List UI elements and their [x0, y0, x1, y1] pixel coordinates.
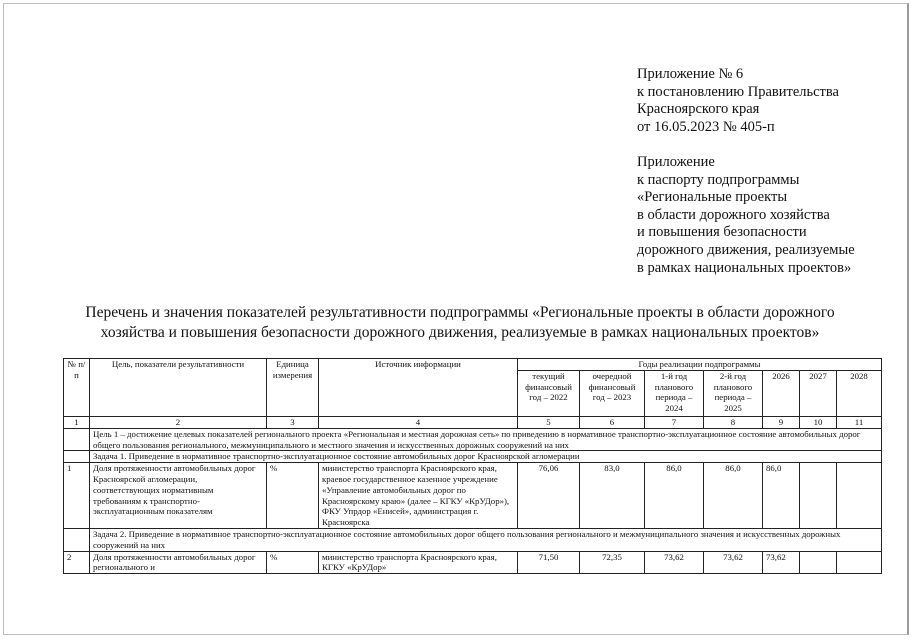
indicators-table [63, 358, 882, 574]
appendix-line: и повышения безопасности [637, 224, 807, 241]
value-2025: 73,62 [704, 551, 763, 574]
value-2028 [837, 551, 882, 574]
column-number: 1 [64, 416, 90, 428]
column-number: 6 [580, 416, 645, 428]
value-2023: 83,0 [580, 463, 645, 529]
indicator-unit: % [267, 463, 319, 529]
header-next-year: очередной финансовый год – 2023 [580, 370, 645, 416]
appendix-line: к постановлению Правительства [637, 83, 839, 100]
column-number: 10 [800, 416, 837, 428]
task-2-row: Задача 2. Приведение в нормативное транспортно-эксплуатационное состояние автомобильных дорог общего пользования регионального и межмуниципального значения и искусственных дорожных сооружений на них [90, 528, 882, 551]
title-line: Перечень и значения показателей результативности подпрограммы «Региональные проекты в области дорожного [85, 304, 835, 321]
value-2026: 86,0 [763, 463, 800, 529]
appendix-line: от 16.05.2023 № 405-п [637, 118, 775, 135]
row-num: 2 [64, 551, 90, 574]
value-2027 [800, 551, 837, 574]
appendix-line: в области дорожного хозяйства [637, 206, 830, 223]
appendix-line: в рамках национальных проектов» [637, 259, 852, 276]
header-2026: 2026 [763, 370, 800, 416]
column-number: 3 [267, 416, 319, 428]
appendix-line: дорожного движения, реализуемые [637, 241, 855, 258]
indicator-source: министерство транспорта Красноярского края, краевое государственное казенное учреждение «Управление автомобильных дорог по Красноярскому краю» (далее – КГКУ «КрУДор»), ФКУ Упрдор «Енисей», администрация г. Красноярска [319, 463, 518, 529]
indicator-unit: % [267, 551, 319, 574]
header-current-year: текущий финансовый год – 2022 [518, 370, 580, 416]
appendix-line: Приложение № 6 [637, 66, 744, 82]
empty-cell [64, 451, 90, 463]
document-title [60, 303, 860, 343]
value-2025: 86,0 [704, 463, 763, 529]
value-2022: 76,06 [518, 463, 580, 529]
indicator-source: министерство транспорта Красноярского края, КГКУ «КрУДор» [319, 551, 518, 574]
appendix-line: Приложение [637, 153, 715, 170]
header-plan-year-2: 2-й год планового периода – 2025 [704, 370, 763, 416]
column-number: 5 [518, 416, 580, 428]
title-line: хозяйства и повышения безопасности дорожного движения, реализуемые в рамках национальных проектов» [100, 324, 820, 341]
value-2022: 71,50 [518, 551, 580, 574]
goal-1-row: Цель 1 – достижение целевых показателей регионального проекта «Региональная и местная дорожная сеть» по приведению в нормативное транспортно-эксплуатационное состояние автомобильных дорог общего пользования регионального, межмуниципального и местного значения и искусственных дорожных сооружений на них [90, 428, 882, 451]
header-2028: 2028 [837, 370, 882, 416]
column-number: 11 [837, 416, 882, 428]
row-num: 1 [64, 463, 90, 529]
appendix-block [637, 66, 855, 277]
value-2027 [800, 463, 837, 529]
header-unit: Единица измерения [267, 359, 319, 417]
column-number: 7 [645, 416, 704, 428]
header-num: № п/п [64, 359, 90, 417]
column-number: 9 [763, 416, 800, 428]
appendix-line: «Региональные проекты [637, 189, 788, 206]
column-number: 8 [704, 416, 763, 428]
spacer [637, 136, 855, 154]
value-2028 [837, 463, 882, 529]
indicator-name: Доля протяженности автомобильных дорог Красноярской агломерации, соответствующих нормативным требованиям к транспортно-эксплуатационным показателям [90, 463, 267, 529]
empty-cell [64, 528, 90, 551]
task-1-row: Задача 1. Приведение в нормативное транспортно-эксплуатационное состояние автомобильных дорог Красноярской агломерации [90, 451, 882, 463]
appendix-line: к паспорту подпрограммы [637, 171, 800, 188]
empty-cell [64, 428, 90, 451]
indicator-name: Доля протяженности автомобильных дорог регионального и [90, 551, 267, 574]
value-2024: 73,62 [645, 551, 704, 574]
column-number: 2 [90, 416, 267, 428]
header-plan-year-1: 1-й год планового периода – 2024 [645, 370, 704, 416]
header-years-group: Годы реализации подпрограммы [518, 359, 882, 371]
column-number: 4 [319, 416, 518, 428]
appendix-line: Красноярского края [637, 101, 760, 118]
header-2027: 2027 [800, 370, 837, 416]
header-goal: Цель, показатели результативности [90, 359, 267, 417]
header-source: Источник информации [319, 359, 518, 417]
value-2024: 86,0 [645, 463, 704, 529]
value-2023: 72,35 [580, 551, 645, 574]
value-2026: 73,62 [763, 551, 800, 574]
